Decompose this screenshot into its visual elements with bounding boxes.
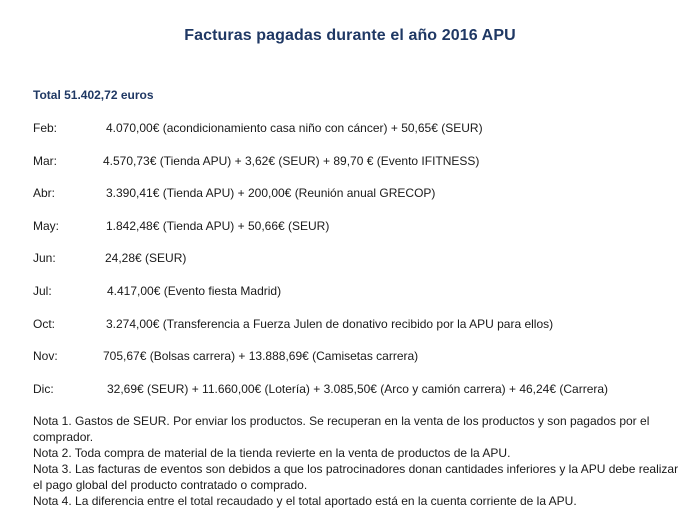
invoice-detail: 705,67€ (Bolsas carrera) + 13.888,69€ (Camisetas carrera) [103, 349, 419, 364]
note-1: Nota 1. Gastos de SEUR. Por enviar los productos. Se recuperan en la venta de los productos y son pagados por el comprador. [33, 414, 650, 444]
month-label: Feb: [33, 121, 58, 135]
note-3: Nota 3. Las facturas de eventos son debidos a que los patrocinadores donan cantidades inferiores y la APU debe realizar el pago global del producto contratado o comprado. [33, 462, 679, 492]
invoice-row-dic [33, 381, 693, 414]
month-label: Jul: [33, 283, 52, 298]
month-label: Dic: [33, 381, 54, 396]
total-amount: Total 51.402,72 euros [33, 88, 154, 102]
invoice-row-oct [33, 316, 693, 349]
invoice-row-jul [33, 283, 693, 316]
notes-section [33, 413, 683, 509]
invoice-detail: 4.570,73€ (Tienda APU) + 3,62€ (SEUR) + 89,70 € (Evento IFITNESS) [103, 153, 480, 168]
invoice-detail: 24,28€ (SEUR) [105, 251, 187, 266]
note-4: Nota 4. La diferencia entre el total recaudado y el total aportado está en la cuenta corriente de la APU. [33, 494, 577, 508]
month-label: Jun: [33, 251, 56, 266]
invoice-row-may [33, 218, 693, 251]
invoice-row-abr [33, 185, 693, 218]
invoice-row-feb [33, 120, 693, 153]
invoice-detail: 1.842,48€ (Tienda APU) + 50,66€ (SEUR) [106, 218, 330, 233]
invoice-row-nov [33, 348, 693, 381]
invoice-detail: 32,69€ (SEUR) + 11.660,00€ (Lotería) + 3.085,50€ (Arco y camión carrera) + 46,24€ (Carrera) [107, 381, 609, 396]
invoice-detail: 4.417,00€ (Evento fiesta Madrid) [107, 283, 282, 298]
month-label: May: [33, 218, 60, 233]
invoice-row-mar [33, 153, 693, 186]
month-label: Nov: [33, 349, 58, 364]
month-label: Mar: [33, 153, 57, 168]
month-label: Abr: [33, 186, 56, 201]
invoice-row-jun [33, 250, 693, 283]
month-label: Oct: [33, 316, 56, 331]
page-title: Facturas pagadas durante el año 2016 APU [184, 27, 516, 44]
invoice-list [33, 120, 693, 413]
invoice-detail: 3.390,41€ (Tienda APU) + 200,00€ (Reunión anual GRECOP) [106, 186, 436, 201]
invoice-detail: 3.274,00€ (Transferencia a Fuerza Julen de donativo recibido por la APU para ellos) [106, 316, 554, 331]
note-2: Nota 2. Toda compra de material de la tienda revierte en la venta de productos de la APU. [33, 446, 511, 460]
invoice-detail: 4.070,00€ (acondicionamiento casa niño con cáncer) + 50,65€ (SEUR) [106, 121, 483, 135]
